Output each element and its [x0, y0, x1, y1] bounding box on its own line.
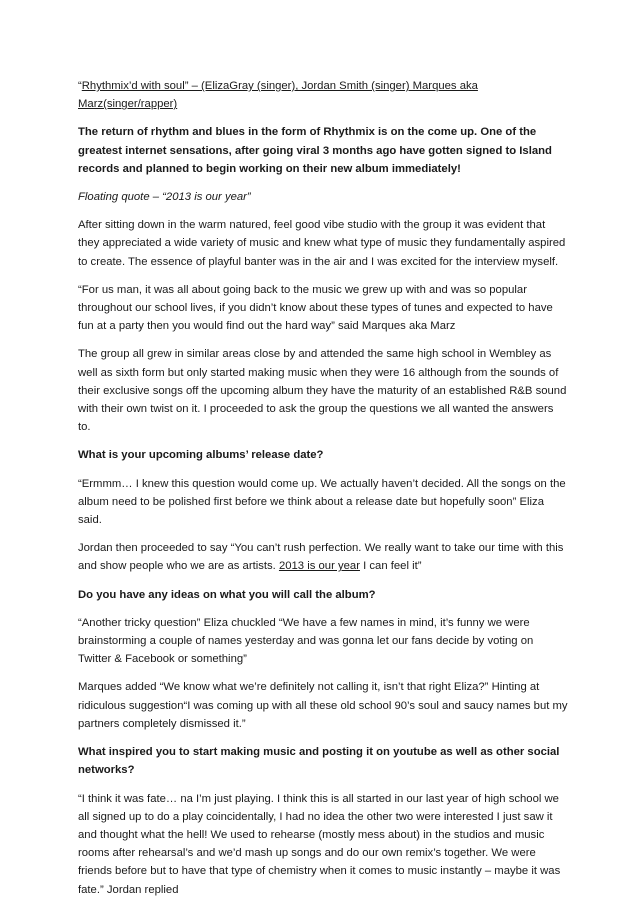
answer-1b	[78, 539, 568, 575]
answer-1b-text-after: I can feel it”	[359, 560, 422, 573]
question-2: Do you have any ideas on what you will call the album?	[78, 588, 376, 601]
answer-2b: Marques added “We know what we’re definitely not calling it, isn’t that right Eliza?” Hinting at ridiculous suggestion“I was coming up with all these old school 90’s soul and saucy names but my partners completely dismissed it.”	[78, 681, 568, 730]
intro-paragraph: The return of rhythm and blues in the form of Rhythmix is on the come up. One of the greatest internet sensations, after going viral 3 months ago have gotten signed to Island records and planned to begin working on their new album immediately!	[78, 126, 552, 175]
answer-1: “Ermmm… I knew this question would come up. We actually haven’t decided. All the songs on the album need to be polished first before we think about a release date but hopefully soon” Eliza said.	[78, 477, 566, 527]
answer-1b-underlined: 2013 is our year	[278, 560, 360, 573]
body-paragraph-1: After sitting down in the warm natured, feel good vibe studio with the group it was evident that they appreciated a wide variety of music and knew what type of music they fundamentally aspired to create. The essence of playful banter was in the air and I was excited for the interview myself.	[78, 219, 566, 268]
floating-quote: Floating quote – “2013 is our year”	[78, 191, 251, 204]
body-paragraph-2: “For us man, it was all about going back to the music we grew up with and was so popular throughout our school lives, if you didn’t know about these types of tunes and expected to have fun at a party then you would find out the hard way” said Marques aka Marz	[78, 283, 553, 333]
title-underlined-text: Rhythmix’d with soul” – (ElizaGray (singer), Jordan Smith (singer) Marques aka Marz(singer/rapper)	[78, 80, 478, 111]
answer-3: “I think it was fate… na I’m just playing. I think this is all started in our last year of high school we all signed up to do a play coincidentally, I had no idea the other two were interested I just saw it and thought what the hell! We used to rehearse (mostly mess about) in the studios and music rooms after rehearsal’s and we’d mash up songs and do our own remix’s together. We were friends before but to have that type of chemistry when it comes to music instantly – maybe it was fate.” Jordan replied	[78, 792, 561, 896]
answer-2: “Another tricky question” Eliza chuckled “We have a few names in mind, it’s funny we were brainstorming a couple of names yesterday and was gonna let our fans decide by voting on Twitter & Facebook or something”	[78, 616, 534, 666]
title-open-quote: “	[78, 80, 82, 92]
answer-1b-text-before: Jordan then proceeded to say “You can’t rush perfection. We really want to take our time with this and show people who we are as artists.	[78, 542, 564, 573]
article-title	[78, 77, 568, 113]
question-1: What is your upcoming albums’ release date?	[78, 449, 324, 462]
question-3: What inspired you to start making music and posting it on youtube as well as other social networks?	[78, 746, 560, 777]
body-paragraph-3: The group all grew in similar areas close by and attended the same high school in Wembley as well as sixth form but only started making music when they were 16 although from the sounds of their exclusive songs off the upcoming album they have the maturity of an established R&B sound with their own twist on it. I proceeded to ask the group the questions we all wanted the answers to.	[78, 348, 567, 434]
